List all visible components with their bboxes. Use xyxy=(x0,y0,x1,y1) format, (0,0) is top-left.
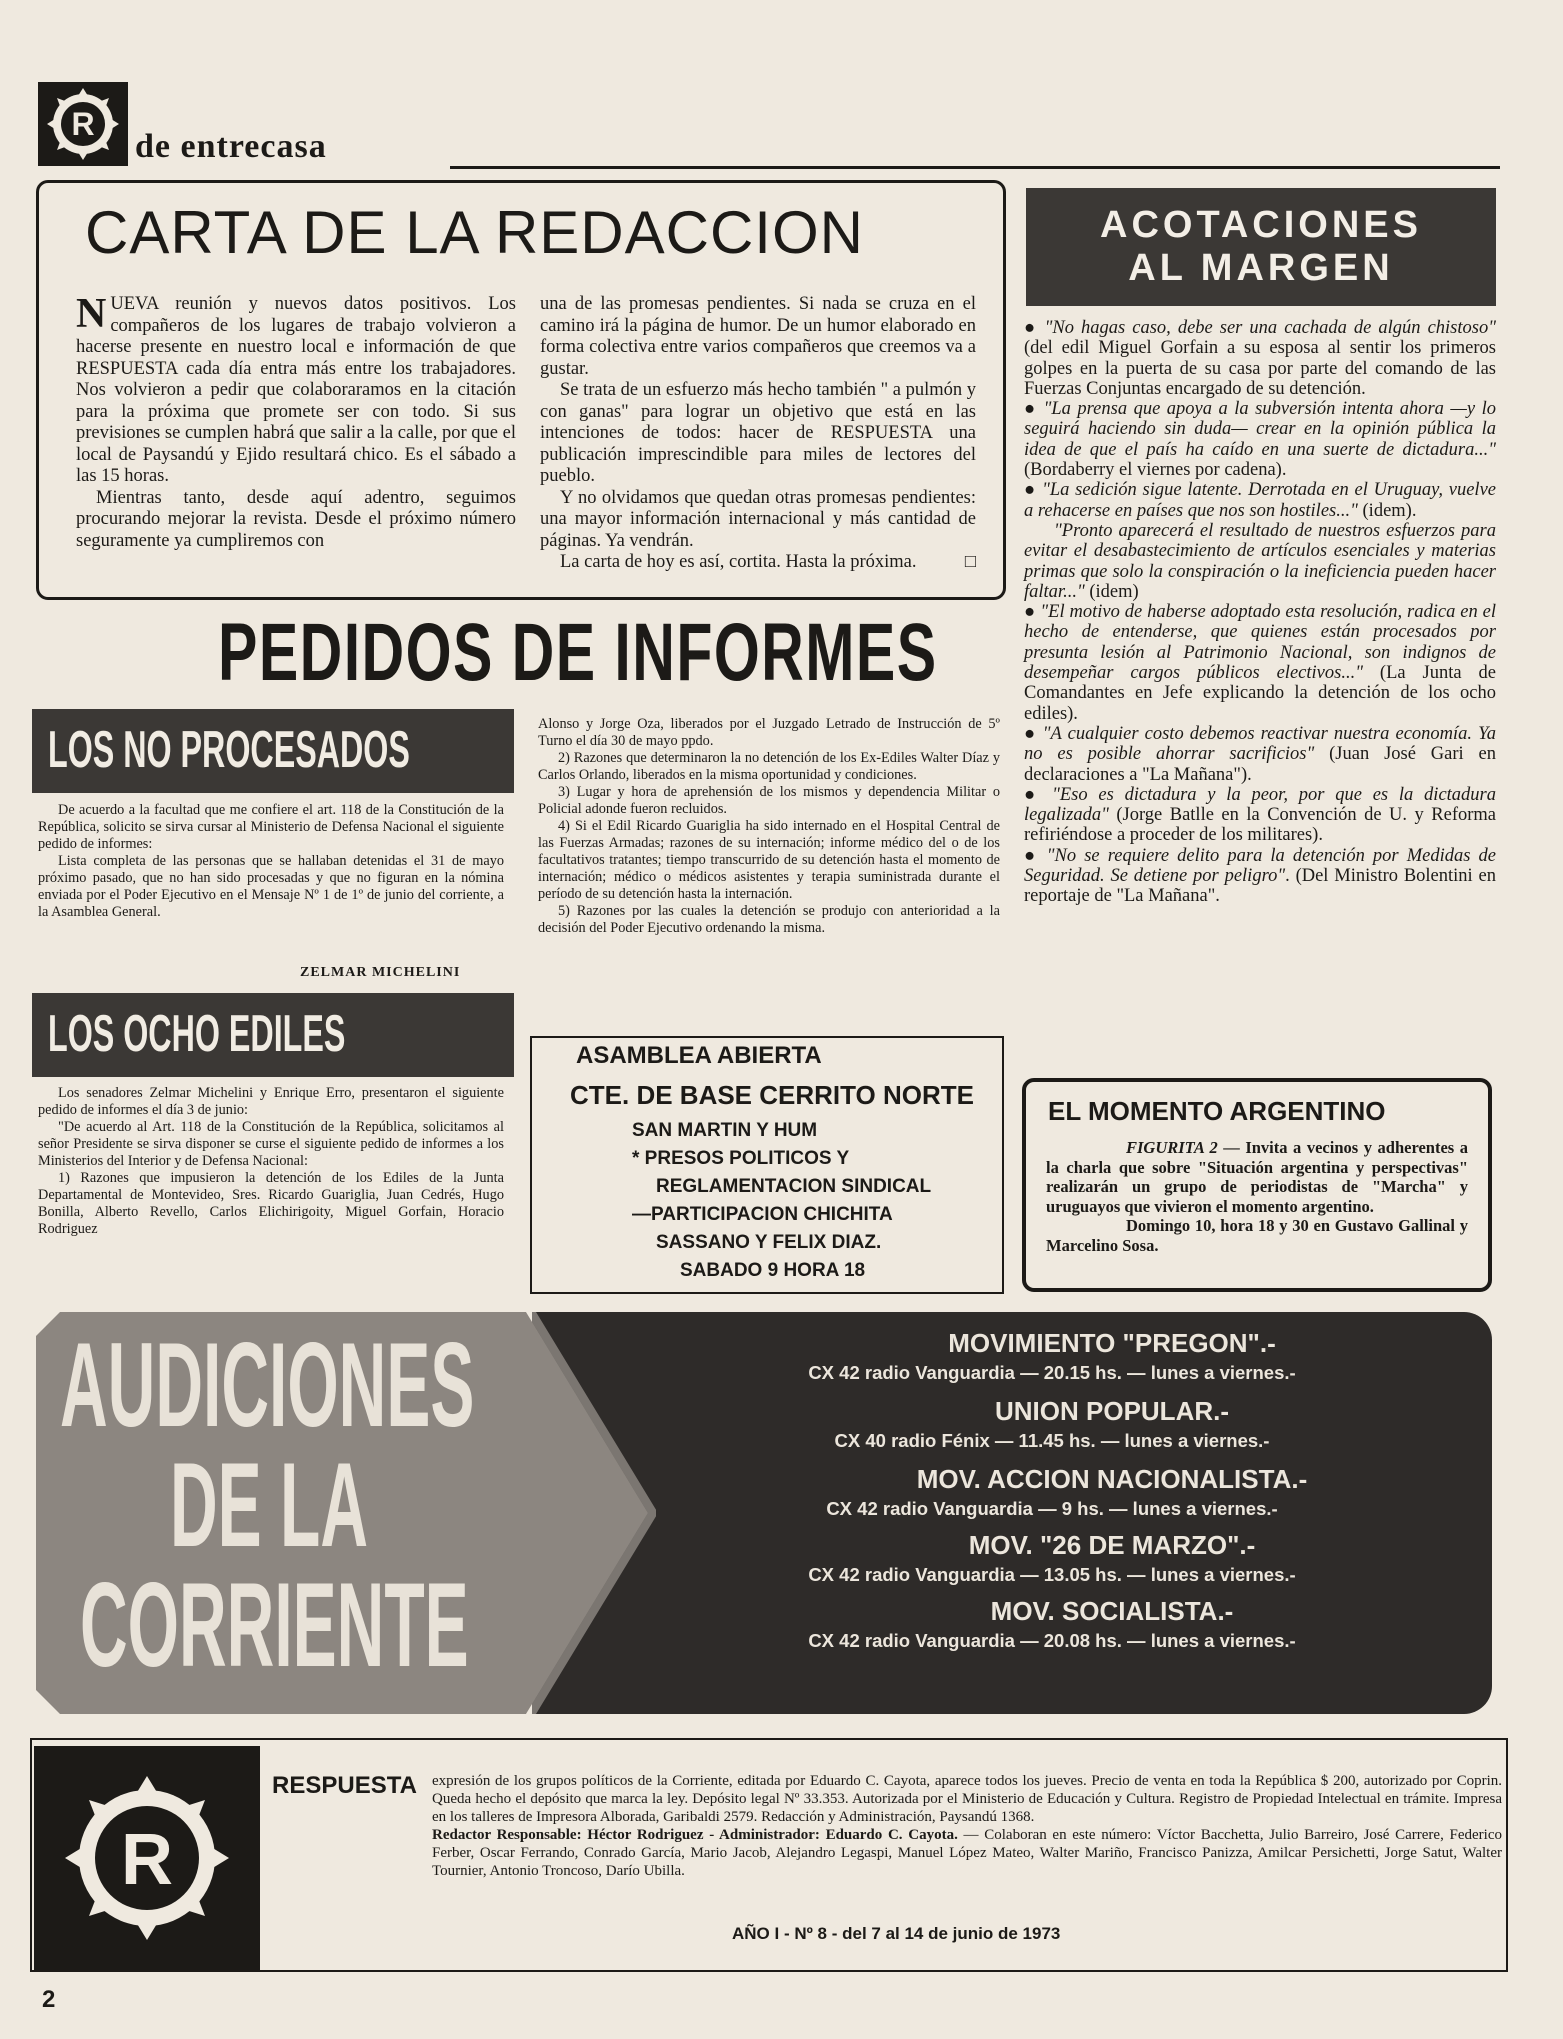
svg-text:R: R xyxy=(121,1820,173,1900)
acotaciones-title-line2: AL MARGEN xyxy=(1128,247,1394,289)
bullet-icon: ● xyxy=(1024,480,1043,501)
paragraph: 3) Lugar y hora de aprehensión de los mismos y dependencia Militar o Policial adonde fueron recluidos. xyxy=(538,784,1000,817)
no-procesados-text xyxy=(38,802,504,921)
program-name: MOVIMIENTO "PREGON".- xyxy=(948,1328,1276,1358)
acotacion-item xyxy=(1024,521,1496,602)
acotacion-quote: "La sedición sigue latente. Derrotada en el Uruguay, vuelve a rehacerse en países que nos son hostiles..." xyxy=(1024,480,1496,521)
carta-title: CARTA DE LA REDACCION xyxy=(85,199,864,266)
program-name: UNION POPULAR.- xyxy=(995,1396,1229,1426)
bullet-icon: ● xyxy=(1024,602,1041,623)
acotacion-item xyxy=(1024,602,1496,724)
carta-paragraph: Y no olvidamos que quedan otras promesas pendientes: una mayor información internacional y más cantidad de páginas. Ya vendrán. xyxy=(540,487,976,551)
acotaciones-title-line1: ACOTACIONES xyxy=(1100,204,1422,246)
paragraph: "De acuerdo al Art. 118 de la Constitución de la República, solicitamos al señor Presidente se sirva disponer se curse el siguiente pedido de informes a los Ministerios del Interior y de Defensa Nacional: xyxy=(38,1119,504,1169)
bullet-icon: ● xyxy=(1024,784,1053,805)
acotacion-source: (Juan José Gari en declaraciones a "La Mañana"). xyxy=(1024,744,1496,785)
pedidos-title: PEDIDOS DE INFORMES xyxy=(218,607,938,698)
audiciones-title-line: DE LA xyxy=(170,1438,368,1572)
colophon-info: expresión de los grupos políticos de la Corriente, editada por Eduardo C. Cayota, aparece todos los jueves. Precio de venta en toda la República $ 200, autorizado por Coprin. Queda hecho el depósito que marca la ley. Depósito legal Nº 33.353. Autorizada por el Ministerio de Educación y Cultura. Registro de Propiedad Intelectual en trámite. Impresa en los talleres de Impresora Alborada, Garibaldi 2579. Redacción y Administración, Paysandú 1368. xyxy=(432,1773,1502,1825)
carta-paragraph: La carta de hoy es así, cortita. Hasta la próxima. □ xyxy=(560,552,976,572)
bullet-icon: ● xyxy=(1024,318,1045,338)
section-title: de entrecasa xyxy=(135,128,327,165)
program-name: MOV. SOCIALISTA.- xyxy=(990,1596,1234,1626)
bullet-icon: ● xyxy=(1024,723,1043,744)
pedidos-continuation xyxy=(538,716,1000,937)
acotacion-source: . (Del Ministro Bolentini en reportaje de "La Mañana". xyxy=(1024,866,1496,907)
paragraph: 2) Razones que determinaron la no detención de los Ex-Ediles Walter Díaz y Carlos Orlando, liberados en la misma oportunidad y condiciones. xyxy=(538,750,1000,783)
respuesta-logo-icon xyxy=(38,82,128,166)
acotacion-source: (Jorge Batlle en la Convención de U. y Reforma refiriéndose a proceder de los militares). xyxy=(1024,805,1496,846)
paragraph: 4) Si el Edil Ricardo Guariglia ha sido internado en el Hospital Central de las Fuerzas Armadas; razones de su internación; informe médico del o de los facultativos tratantes; tiempo transcurrido de su detención hasta el momento de internación; médico o médicos asistentes y terapia suministrada durante el período de su detención hasta la internación. xyxy=(538,818,1000,902)
colophon-credits: Redactor Responsable: Héctor Rodriguez - Administrador: Eduardo C. Cayota. — Colaboran en este número: Víctor Bacchetta, Julio Barreiro, José Carrere, Federico Ferber, Oscar Ferrando, Conrado García, Mario Jacob, Alejandro Legaspi, Manuel López Mateo, Walter Mariño, Francisco Panizza, Amilcar Persichetti, Jorge Satut, Walter Tournier, Antonio Troncoso, Darío Ubilla. xyxy=(432,1827,1503,1879)
momento-when: Domingo 10, hora 18 y 30 en Gustavo Gallinal y Marcelino Sosa. xyxy=(1046,1216,1468,1255)
issue-line: AÑO I - Nº 8 - del 7 al 14 de junio de 1973 xyxy=(732,1924,1061,1943)
program-schedule: CX 42 radio Vanguardia — 9 hs. — lunes a viernes.- xyxy=(826,1498,1278,1519)
ocho-ediles-heading: LOS OCHO EDILES xyxy=(48,1005,346,1063)
acotacion-source: (La Junta de Comandantes en Jefe explicando la detención de los ocho ediles). xyxy=(1024,663,1496,724)
acotacion-source: (idem). xyxy=(1357,500,1417,521)
respuesta-logo-icon xyxy=(34,1746,260,1970)
asamblea-line: SABADO 9 HORA 18 xyxy=(680,1260,866,1281)
signature: ZELMAR MICHELINI xyxy=(300,965,461,980)
acotaciones-body xyxy=(1024,318,1496,907)
carta-column-2 xyxy=(540,294,976,574)
audiciones-title-line: CORRIENTE xyxy=(80,1558,469,1692)
asamblea-line: CTE. DE BASE CERRITO NORTE xyxy=(570,1080,975,1110)
paragraph: De acuerdo a la facultad que me confiere el art. 118 de la Constitución de la República, solicito se sirva cursar al Ministerio de Defensa Nacional el siguiente pedido de informes: xyxy=(38,802,504,852)
acotaciones-heading xyxy=(1026,188,1496,306)
asamblea-line: SASSANO Y FELIX DIAZ. xyxy=(656,1232,882,1253)
bullet-icon: ● xyxy=(1024,845,1047,866)
acotacion-quote: "Eso es dictadura y la peor, por que es la dictadura legalizada" xyxy=(1024,784,1496,826)
paragraph: 1) Razones que impusieron la detención de los Ediles de la Junta Departamental de Montevideo, Sres. Ricardo Guariglia, Juan Cedrés, Hugo Bonilla, Alberto Revello, Carlos Elichirigoity, Miguel Gorfain, Horacio Rodriguez xyxy=(38,1170,504,1237)
footer-logo xyxy=(34,1746,260,1970)
acotacion-source: (idem) xyxy=(1084,581,1139,602)
publication-name: RESPUESTA xyxy=(272,1772,417,1799)
carta-paragraph: Se trata de un esfuerzo más hecho también " a pulmón y con ganas" para lograr un objetivo que está en las intenciones de todos: hacer de RESPUESTA una publicación imprescindible para miles de lectores del pueblo. xyxy=(540,380,976,486)
acotacion-item xyxy=(1024,318,1496,399)
carta-column-1 xyxy=(76,291,516,552)
acotacion-source: (Bordaberry el viernes por cadena). xyxy=(1024,460,1287,481)
acotacion-source: (del edil Miguel Gorfain a su esposa al sentir los primeros golpes en la puerta de su casa por parte del comando de las Fuerzas Conjuntas encargado de su detención. xyxy=(1024,338,1496,399)
asamblea-line: —PARTICIPACION CHICHITA xyxy=(632,1204,893,1225)
asamblea-line: SAN MARTIN Y HUM xyxy=(632,1120,818,1141)
colophon-text xyxy=(432,1772,1502,1880)
bullet-icon: ● xyxy=(1024,399,1044,420)
asamblea-line: REGLAMENTACION SINDICAL xyxy=(656,1176,932,1197)
acotacion-item xyxy=(1024,846,1496,907)
header-rule xyxy=(450,166,1500,169)
acotacion-item xyxy=(1024,480,1496,521)
momento-paragraph: FIGURITA 2 — Invita a vecinos y adherentes a la charla que sobre "Situación argentina y perspectivas" realizarán un grupo de periodistas de "Marcha" y uruguayos que vivieron el momento argentino. xyxy=(1046,1138,1468,1216)
page-number: 2 xyxy=(42,1986,56,2013)
acotacion-quote: "El motivo de haberse adoptado esta resolución, radica en el hecho de entenderse, que quienes están procesados por presunta lesión al Patrimonio Nacional, son indignos de desempeñar cargos públicos electivos..." xyxy=(1024,602,1496,684)
paragraph: Alonso y Jorge Oza, liberados por el Juzgado Letrado de Instrucción de 5º Turno el día 30 de mayo ppdo. xyxy=(538,716,1000,749)
momento-body xyxy=(1046,1138,1468,1255)
program-schedule: CX 42 radio Vanguardia — 13.05 hs. — lunes a viernes.- xyxy=(808,1564,1296,1585)
carta-paragraph: Mientras tanto, desde aquí adentro, seguimos procurando mejorar la revista. Desde el próximo número seguramente ya cumpliremos con xyxy=(76,487,516,551)
momento-title: EL MOMENTO ARGENTINO xyxy=(1048,1096,1386,1126)
acotacion-item xyxy=(1024,785,1496,846)
drop-cap: N xyxy=(76,291,107,337)
acotacion-item xyxy=(1024,724,1496,785)
program-name: MOV. "26 DE MARZO".- xyxy=(968,1530,1256,1560)
paragraph: Los senadores Zelmar Michelini y Enrique Erro, presentaron el siguiente pedido de informes el día 3 de junio: xyxy=(38,1085,504,1118)
paragraph: 5) Razones por las cuales la detención se produjo con anterioridad a la decisión del Poder Ejecutivo ordenando la misma. xyxy=(538,903,1000,936)
carta-paragraph: una de las promesas pendientes. Si nada se cruza en el camino irá la página de humor. De un humor elaborado en forma colectiva entre varios compañeros que creemos va a gustar. xyxy=(540,294,976,379)
ocho-ediles-text xyxy=(38,1085,504,1238)
asamblea-line: ASAMBLEA ABIERTA xyxy=(576,1042,822,1069)
program-schedule: CX 40 radio Fénix — 11.45 hs. — lunes a viernes.- xyxy=(834,1430,1270,1451)
acotacion-item xyxy=(1024,399,1496,480)
acotacion-quote: "No hagas caso, debe ser una cachada de algún chistoso" xyxy=(1044,318,1496,338)
acotacion-quote: "Pronto aparecerá el resultado de nuestros esfuerzos para evitar el desabastecimiento de artículos esenciales y materias primas que solo la conspiración o la ineficiencia pueden hacer faltar..." xyxy=(1024,520,1496,602)
program-name: MOV. ACCION NACIONALISTA.- xyxy=(916,1464,1308,1494)
program-schedule: CX 42 radio Vanguardia — 20.08 hs. — lunes a viernes.- xyxy=(808,1630,1296,1651)
carta-paragraph: NUEVA reunión y nuevos datos positivos. Los compañeros de los lugares de trabajo volvieron a hacerse presente en nuestro local e información de que RESPUESTA cada día entra más entre los trabajadores. Nos volvieron a pedir que colaboraramos en la citación para la próxima que promete ser con todo. Si sus previsiones se cumplen habrá que salir a la calle, por que el local de Paysandú y Ejido resultará chico. Es el sábado a las 15 horas. xyxy=(76,291,516,486)
svg-text:R: R xyxy=(71,106,95,142)
respuesta-logo xyxy=(38,82,128,166)
end-mark-icon: □ xyxy=(964,552,976,572)
acotacion-quote: "La prensa que apoya a la subversión intenta ahora —y lo seguirá haciendo sin duda— crear en la opinión pública la idea de que el país ha caído en una suerte de dictadura..." xyxy=(1024,399,1496,460)
program-schedule: CX 42 radio Vanguardia — 20.15 hs. — lunes a viernes.- xyxy=(808,1362,1296,1383)
paragraph: Lista completa de las personas que se hallaban detenidas el 31 de mayo próximo pasado, que no han sido procesadas y que no figuran en la nómina enviada por el Poder Ejecutivo en el Mensaje Nº 1 de 1º de junio del corriente, a la Asamblea General. xyxy=(38,853,504,920)
acotacion-quote: "No se requiere delito para la detención por Medidas de Seguridad. Se detiene por peligro" xyxy=(1024,845,1496,887)
no-procesados-heading: LOS NO PROCESADOS xyxy=(48,721,410,779)
acotacion-quote: "A cualquier costo debemos reactivar nuestra economía. Ya no es posible ahorrar sacrificios" xyxy=(1024,723,1496,765)
audiciones-title-line: AUDICIONES xyxy=(60,1318,475,1452)
asamblea-line: * PRESOS POLITICOS Y xyxy=(632,1148,850,1169)
